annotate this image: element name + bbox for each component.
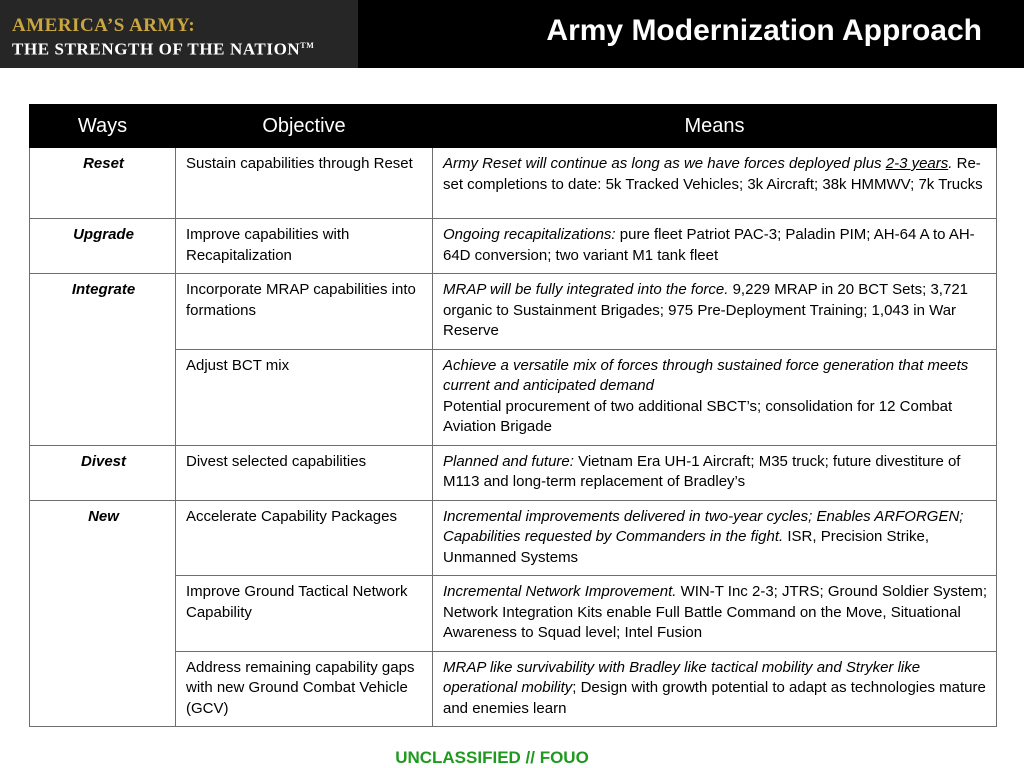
objective-cell: Address remaining capability gaps with new Ground Combat Vehicle (GCV) [176,651,433,727]
trademark-mark: TM [300,41,315,50]
means-text: WIN-T Inc 2-3; JTRS; Ground Soldier System; Network Integration Kits enable Full Battle Command on the Move, Situational Awareness to Squad level; Intel Fusion [443,583,988,641]
means-cell [433,219,997,274]
slide-title: Army Modernization Approach [546,14,982,47]
means-italic: Ongoing recapitalizations: [443,226,616,243]
way-cell: Reset [30,148,176,219]
column-header-objective: Objective [176,105,433,148]
objective-cell: Sustain capabilities through Reset [176,148,433,219]
means-cell [433,274,997,350]
table-row [30,576,997,652]
means-cell [433,148,997,219]
means-cell [433,500,997,576]
table-row [30,500,997,576]
means-italic-end: . [948,155,953,172]
means-text: pure fleet Patriot PAC-3; Paladin PIM; AH-64 A to AH-64D conversion; two variant M1 tank fleet [443,226,975,264]
logo-line-2-text: THE STRENGTH OF THE NATION [12,39,301,59]
objective-cell: Accelerate Capability Packages [176,500,433,576]
table-row [30,349,997,445]
way-cell: Upgrade [30,219,176,274]
logo-line-1: AMERICA’S ARMY: [12,15,196,36]
way-cell: Divest [30,445,176,500]
objective-cell: Improve Ground Tactical Network Capability [176,576,433,652]
objective-cell: Improve capabilities with Recapitalization [176,219,433,274]
objective-cell: Incorporate MRAP capabilities into formations [176,274,433,350]
column-header-ways: Ways [30,105,176,148]
means-underline: 2-3 years [885,155,949,172]
table-row [30,445,997,500]
header-bar [0,0,1024,68]
objective-cell: Adjust BCT mix [176,349,433,445]
means-text: ; Design with growth potential to adapt as technologies mature and enemies learn [443,679,986,717]
means-italic: Army Reset will continue as long as we have forces deployed plus [443,155,886,172]
means-text: Re-set completions to date: 5k Tracked Vehicles; 3k Aircraft; 38k HMMWV; 7k Trucks [443,155,983,193]
means-text: 9,229 MRAP in 20 BCT Sets; 3,721 organic to Sustainment Brigades; 975 Pre-Deployment Training; 1,043 in War Reserve [443,281,969,339]
means-italic: Planned and future: [443,452,574,470]
means-italic: Incremental Network Improvement. [443,583,677,600]
means-cell [433,576,997,652]
objective-cell: Divest selected capabilities [176,445,433,500]
means-cell [433,349,997,445]
means-text: ISR, Precision Strike, Unmanned Systems [443,528,930,566]
means-italic: MRAP like survivability with Bradley like tactical mobility and Stryker like operational mobility [443,658,921,696]
table-header-row [30,105,997,148]
table-row [30,651,997,727]
way-cell: Integrate [30,274,176,446]
logo-line-2 [12,36,358,60]
way-cell: New [30,500,176,727]
means-italic: Incremental improvements delivered in two-year cycles; Enables ARFORGEN; Capabilities requested by Commanders in the fight. [443,507,964,545]
means-text: Vietnam Era UH-1 Aircraft; M35 truck; future divestiture of M113 and long-term replacement of Bradley’s [443,452,961,490]
table-row [30,148,997,219]
classification-banner: UNCLASSIFIED // FOUO [395,748,589,767]
means-cell [433,445,997,500]
means-text: Potential procurement of two additional SBCT’s; consolidation for 12 Combat Aviation Brigade [443,397,953,435]
means-italic: MRAP will be fully integrated into the force. [443,281,729,298]
modernization-table [29,104,997,727]
means-italic: Achieve a versatile mix of forces through sustained force generation that meets current and anticipated demand [443,356,969,394]
table-row [30,274,997,350]
table-row [30,219,997,274]
army-logo [0,0,358,68]
column-header-means: Means [433,105,997,148]
means-cell [433,651,997,727]
